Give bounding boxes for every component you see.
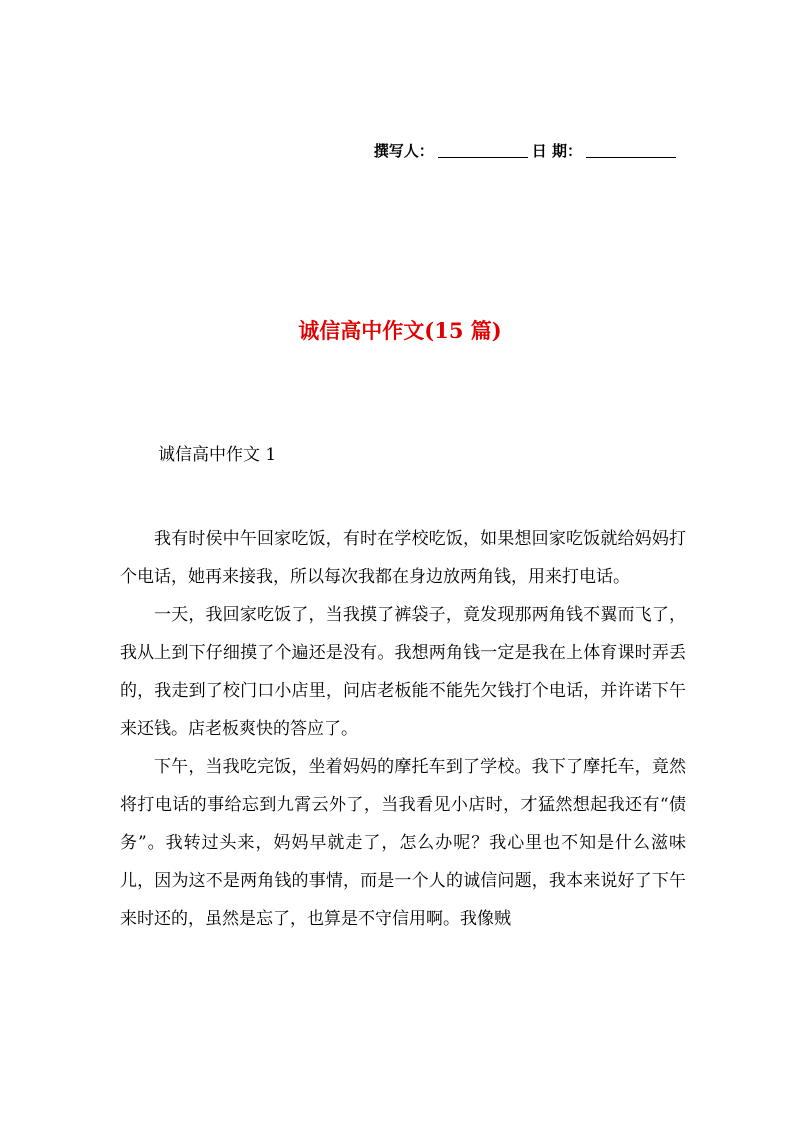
essay-body — [120, 520, 686, 938]
author-label: 撰写人： — [373, 142, 434, 160]
document-title: 诚信高中作文(15 篇) — [298, 318, 502, 343]
essay-subheading: 诚信高中作文 1 — [158, 445, 277, 465]
paragraph: 一天，我回家吃饭了，当我摸了裤袋子，竟发现那两角钱不翼而飞了，我从上到下仔细摸了个遍还是没有。我想两角钱一定是我在上体育课时弄丢的，我走到了校门口小店里，问店老板能不能先欠钱打个电话，并许诺下午来还钱。店老板爽快的答应了。 — [120, 605, 686, 739]
paragraph: 下午，当我吃完饭，坐着妈妈的摩托车到了学校。我下了摩托车，竟然将打电话的事给忘到九霄云外了，当我看见小店时，才猛然想起我还有“债务”。我转过头来，妈妈早就走了，怎么办呢？我心里也不知是什么滋味儿，因为这不是两角钱的事情，而是一个人的诚信问题，我本来说好了下午来时还的，虽然是忘了，也算是不守信用啊。我像贼 — [120, 757, 686, 929]
paragraph: 我有时侯中午回家吃饭，有时在学校吃饭，如果想回家吃饭就给妈妈打个电话，她再来接我，所以每次我都在身边放两角钱，用来打电话。 — [120, 529, 686, 587]
author-date-line — [374, 140, 680, 161]
date-blank — [586, 143, 676, 158]
date-label: 日 期： — [531, 142, 582, 160]
author-blank — [438, 143, 528, 158]
